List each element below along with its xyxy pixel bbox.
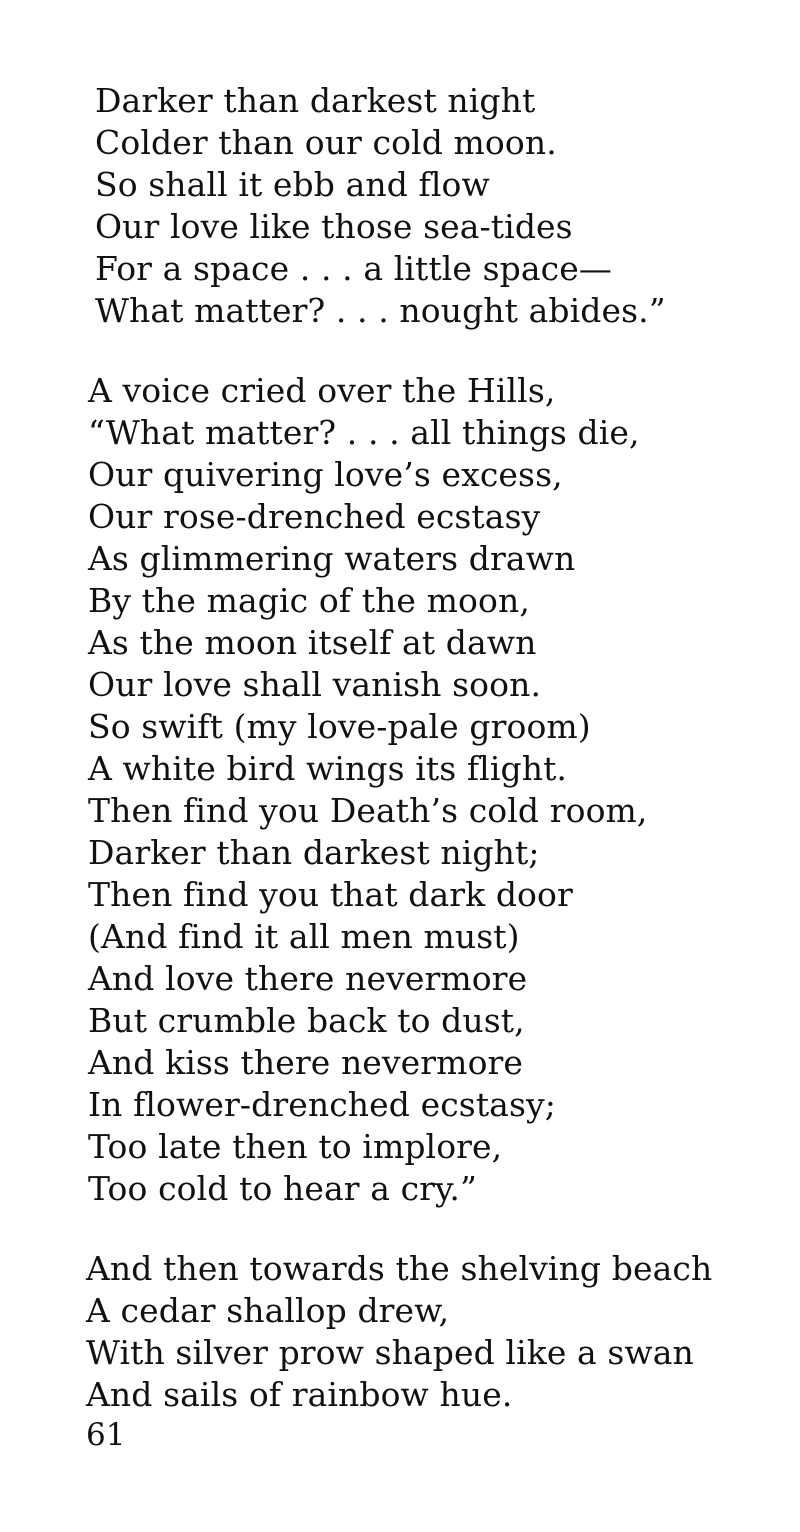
poem-line: Colder than our cold moon.	[95, 123, 557, 162]
poem-line: A cedar shallop drew,	[86, 1291, 450, 1330]
poem-line: Too cold to hear a cry.”	[88, 1169, 477, 1208]
poem-line: In flower-drenched ecstasy;	[88, 1085, 556, 1124]
poem-line: Then find you Death’s cold room,	[88, 791, 648, 830]
poem-line: And kiss there nevermore	[88, 1043, 524, 1082]
stanza-3	[86, 1248, 800, 1416]
poem-line: Darker than darkest night	[95, 81, 536, 120]
poem-line: A white bird wings its flight.	[88, 749, 568, 788]
poem-line: Too late then to implore,	[88, 1127, 503, 1166]
poem-line: Our love like those sea-tides	[95, 207, 573, 246]
poem-line: And love there nevermore	[88, 959, 528, 998]
poem-line: And then towards the shelving beach	[86, 1249, 713, 1288]
poem-line: What matter? . . . nought abides.”	[95, 291, 666, 330]
poem-line: With silver prow shaped like a swan	[86, 1333, 694, 1372]
stanza-1	[95, 80, 800, 332]
poem-line: Our quivering love’s excess,	[88, 455, 563, 494]
poem-line: So shall it ebb and flow	[95, 165, 490, 204]
poem-line: And sails of rainbow hue.	[86, 1375, 513, 1414]
poem-line: (And find it all men must)	[88, 917, 520, 956]
page-number: 61	[86, 1417, 126, 1453]
poem-line: Darker than darkest night;	[88, 833, 540, 872]
poem-line: A voice cried over the Hills,	[88, 371, 556, 410]
poem-line: Our rose-drenched ecstasy	[88, 497, 541, 536]
stanza-2	[88, 370, 800, 1210]
poem-line: So swift (my love-pale groom)	[88, 707, 591, 746]
poem-line: But crumble back to dust,	[88, 1001, 525, 1040]
poem-line: As glimmering waters drawn	[88, 539, 576, 578]
poem-line: Then find you that dark door	[88, 875, 573, 914]
poem-line: Our love shall vanish soon.	[88, 665, 542, 704]
poem-line: “What matter? . . . all things die,	[88, 413, 640, 452]
poem-line: For a space . . . a little space—	[95, 249, 612, 288]
poem-line: As the moon itself at dawn	[88, 623, 537, 662]
poem-line: By the magic of the moon,	[88, 581, 530, 620]
